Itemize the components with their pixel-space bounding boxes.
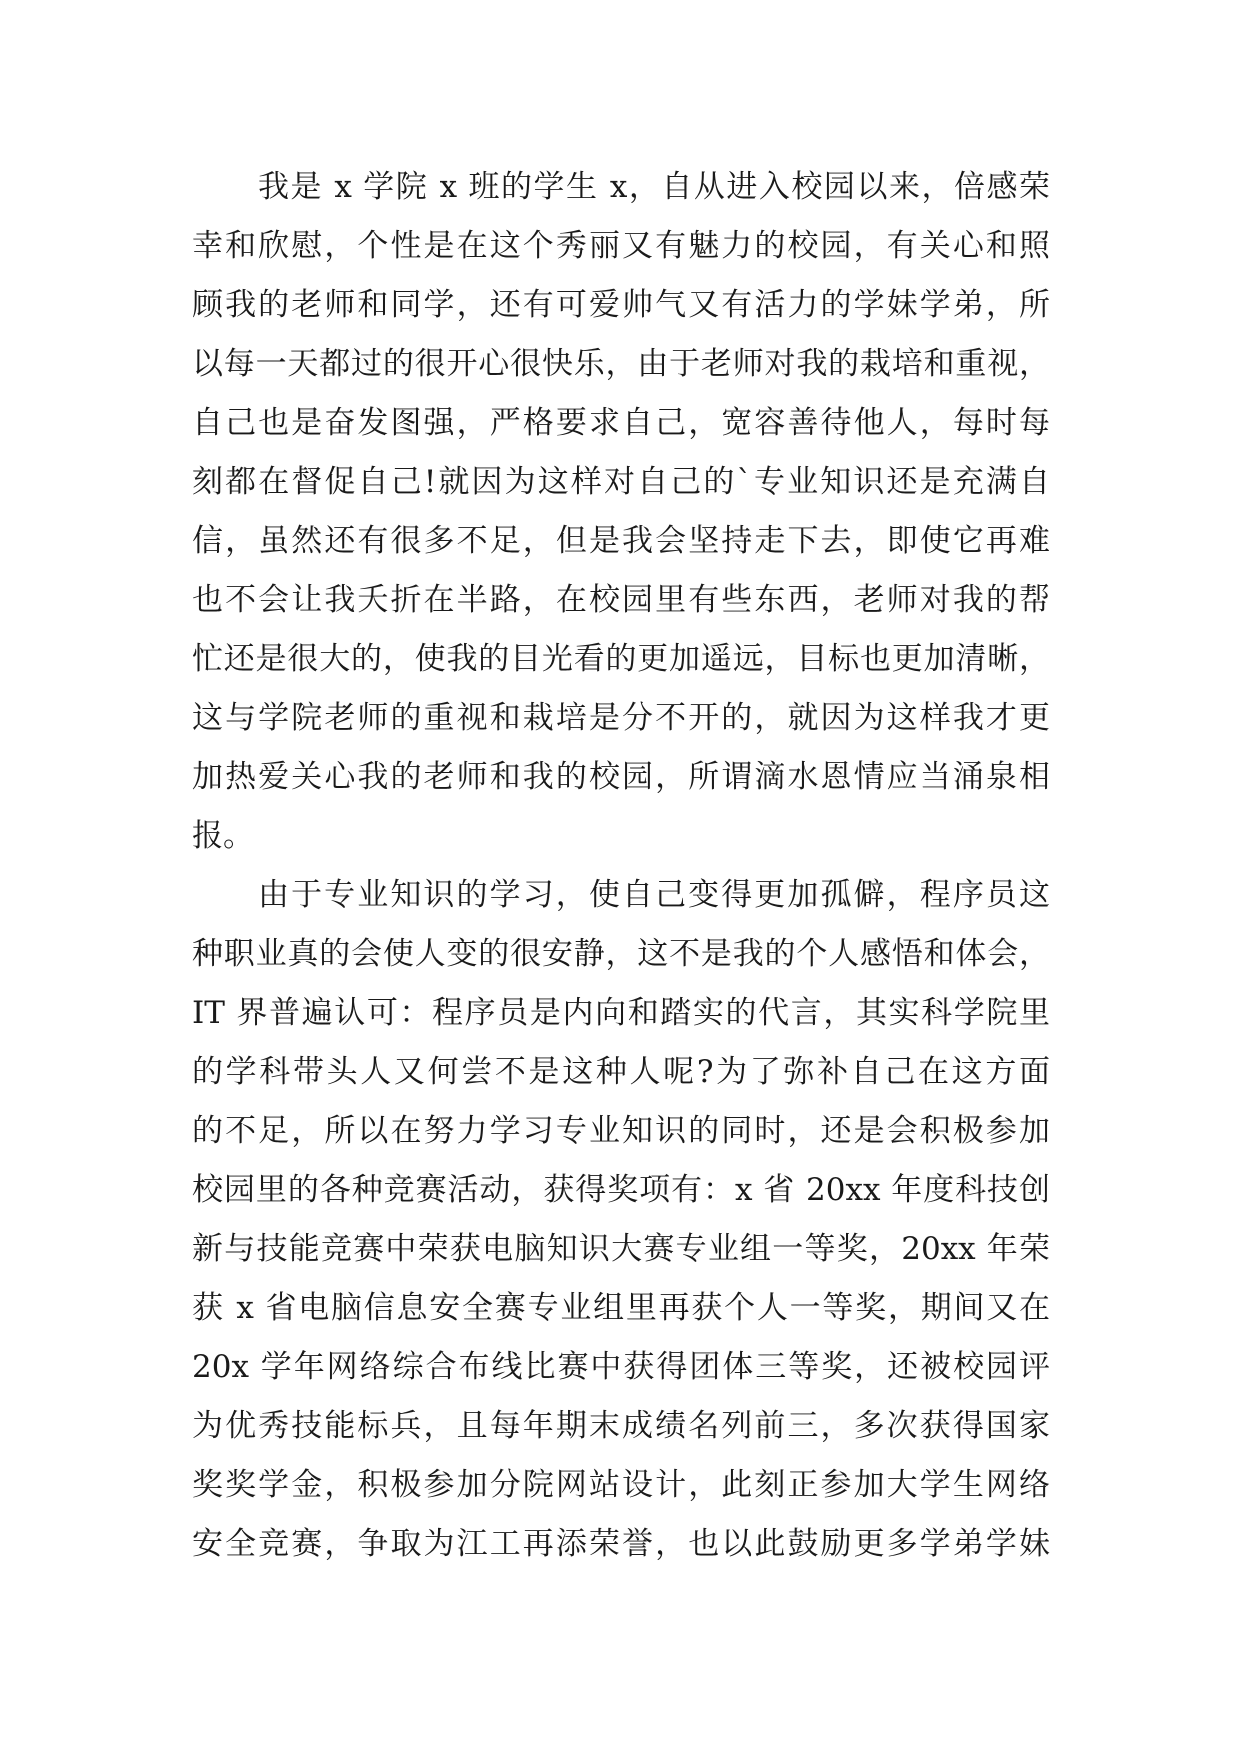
paragraph-line: 新与技能竞赛中荣获电脑知识大赛专业组一等奖，20xx 年荣: [192, 1231, 1050, 1267]
paragraph-line: 的不足，所以在努力学习专业知识的同时，还是会积极参加: [192, 1113, 1050, 1149]
paragraph-line: 报。: [192, 818, 254, 854]
paragraph-line: 校园里的各种竞赛活动，获得奖项有：x 省 20xx 年度科技创: [192, 1172, 1050, 1208]
paragraph-line: 我是 x 学院 x 班的学生 x，自从进入校园以来，倍感荣: [258, 169, 1050, 205]
paragraph-line: 加热爱关心我的老师和我的校园，所谓滴水恩情应当涌泉相: [192, 759, 1050, 795]
paragraph-2: [192, 866, 1050, 1574]
paragraph-line: 忙还是很大的，使我的目光看的更加遥远，目标也更加清晰，: [192, 641, 1050, 677]
paragraph-line: 为优秀技能标兵，且每年期末成绩名列前三，多次获得国家: [192, 1408, 1050, 1444]
paragraph-line: 也不会让我夭折在半路，在校园里有些东西，老师对我的帮: [192, 582, 1050, 618]
paragraph-line: 奖奖学金，积极参加分院网站设计，此刻正参加大学生网络: [192, 1467, 1050, 1503]
paragraph-line: 这与学院老师的重视和栽培是分不开的，就因为这样我才更: [192, 700, 1050, 736]
paragraph-1: [192, 158, 1050, 866]
paragraph-line: 的学科带头人又何尝不是这种人呢?为了弥补自己在这方面: [192, 1054, 1050, 1090]
paragraph-line: 顾我的老师和同学，还有可爱帅气又有活力的学妹学弟，所: [192, 287, 1050, 323]
paragraph-line: 以每一天都过的很开心很快乐，由于老师对我的栽培和重视，: [192, 346, 1050, 382]
paragraph-line: 自己也是奋发图强，严格要求自己，宽容善待他人，每时每: [192, 405, 1050, 441]
paragraph-line: 由于专业知识的学习，使自己变得更加孤僻，程序员这: [258, 877, 1050, 913]
paragraph-line: 安全竞赛，争取为江工再添荣誉，也以此鼓励更多学弟学妹: [192, 1526, 1050, 1562]
paragraph-line: 信，虽然还有很多不足，但是我会坚持走下去，即使它再难: [192, 523, 1050, 559]
paragraph-line: 获 x 省电脑信息安全赛专业组里再获个人一等奖，期间又在: [192, 1290, 1050, 1326]
paragraph-line: 幸和欣慰，个性是在这个秀丽又有魅力的校园，有关心和照: [192, 228, 1050, 264]
paragraph-line: 种职业真的会使人变的很安静，这不是我的个人感悟和体会，: [192, 936, 1050, 972]
document-body: [192, 158, 1050, 1574]
paragraph-line: 20x 学年网络综合布线比赛中获得团体三等奖，还被校园评: [192, 1349, 1050, 1385]
paragraph-line: IT 界普遍认可：程序员是内向和踏实的代言，其实科学院里: [192, 995, 1050, 1031]
paragraph-line: 刻都在督促自己!就因为这样对自己的`专业知识还是充满自: [192, 464, 1050, 500]
